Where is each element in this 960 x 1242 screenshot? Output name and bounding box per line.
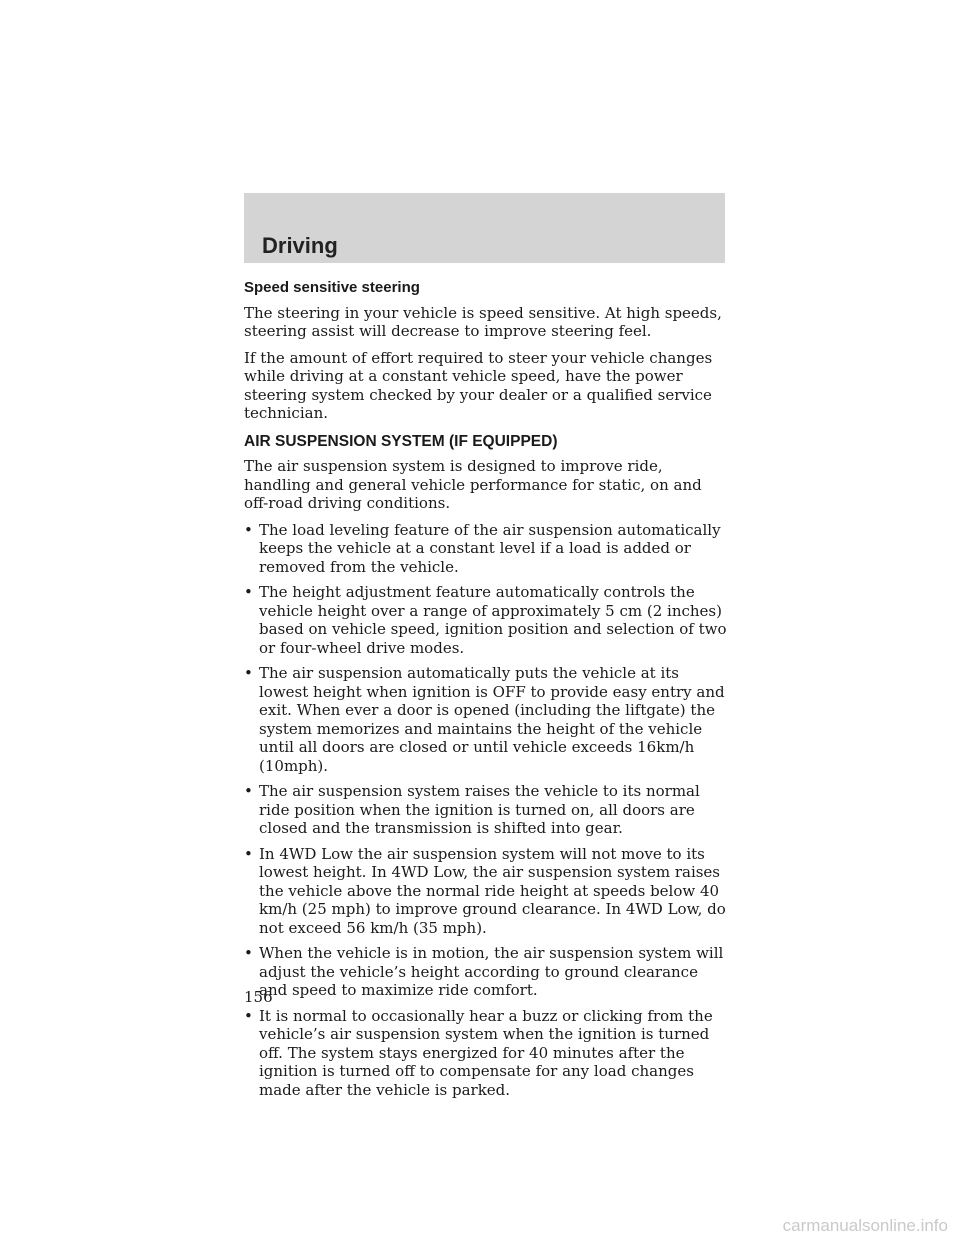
list-item-text: When the vehicle is in motion, the air suspension system will adjust the vehicle’s height according to ground clearance and speed to maximize ride comfort. [259, 944, 724, 999]
list-item-text: The load leveling feature of the air suspension automatically keeps the vehicle at a constant level if a load is added or removed from the vehicle. [259, 520, 721, 576]
list-item [244, 944, 730, 1000]
bullet-icon: • [244, 583, 253, 601]
page-content [244, 279, 730, 1106]
list-item-text: The height adjustment feature automatically controls the vehicle height over a range of approximately 5 cm (2 inches) based on vehicle speed, ignition position and selection of two or four-wheel drive modes. [259, 583, 727, 657]
bullet-icon: • [244, 520, 253, 539]
list-item [244, 583, 730, 657]
list-item [244, 521, 730, 577]
watermark: carmanualsonline.info [782, 1216, 948, 1235]
section-title: Driving [262, 233, 338, 258]
page-number: 156 [244, 988, 273, 1006]
list-item-text: The air suspension automatically puts the vehicle at its lowest height when ignition is OFF to provide easy entry and exit. When ever a door is opened (including the liftgate) the system memorizes and maintains the height of the vehicle until all doors are closed or until vehicle exceeds 16km/h (10mph). [259, 664, 725, 775]
steering-paragraph: The steering in your vehicle is speed sensitive. At high speeds, steering assist will decrease to improve steering feel. [244, 303, 722, 340]
section-header-bar [244, 193, 725, 263]
air-suspension-intro: The air suspension system is designed to improve ride, handling and general vehicle performance for static, on and off-road driving conditions. [244, 457, 702, 512]
steering-heading: Speed sensitive steering [244, 279, 420, 296]
bullet-icon: • [244, 844, 253, 863]
bullet-icon: • [244, 664, 253, 682]
air-suspension-bullet-list [244, 521, 730, 1100]
list-item-text: The air suspension system raises the vehicle to its normal ride position when the ignition is turned on, all doors are closed and the transmission is shifted into gear. [259, 782, 700, 837]
list-item [244, 845, 730, 938]
list-item [244, 664, 730, 775]
list-item-text: It is normal to occasionally hear a buzz or clicking from the vehicle’s air suspension system when the ignition is turned off. The system stays energized for 40 minutes after the ignition is turned off to compensate for any load changes made after the vehicle is parked. [259, 1006, 713, 1099]
list-item [244, 782, 730, 838]
list-item [244, 1007, 730, 1100]
bullet-icon: • [244, 944, 253, 962]
bullet-icon: • [244, 1006, 253, 1025]
bullet-icon: • [244, 782, 253, 800]
list-item-text: In 4WD Low the air suspension system will not move to its lowest height. In 4WD Low, the air suspension system raises the vehicle above the normal ride height at speeds below 40 km/h (25 mph) to improve ground clearance. In 4WD Low, do not exceed 56 km/h (35 mph). [259, 844, 726, 937]
steering-paragraph: If the amount of effort required to steer your vehicle changes while driving at a constant vehicle speed, have the power steering system checked by your dealer or a qualified service technician. [244, 348, 713, 422]
air-suspension-heading: AIR SUSPENSION SYSTEM (IF EQUIPPED) [244, 432, 558, 450]
